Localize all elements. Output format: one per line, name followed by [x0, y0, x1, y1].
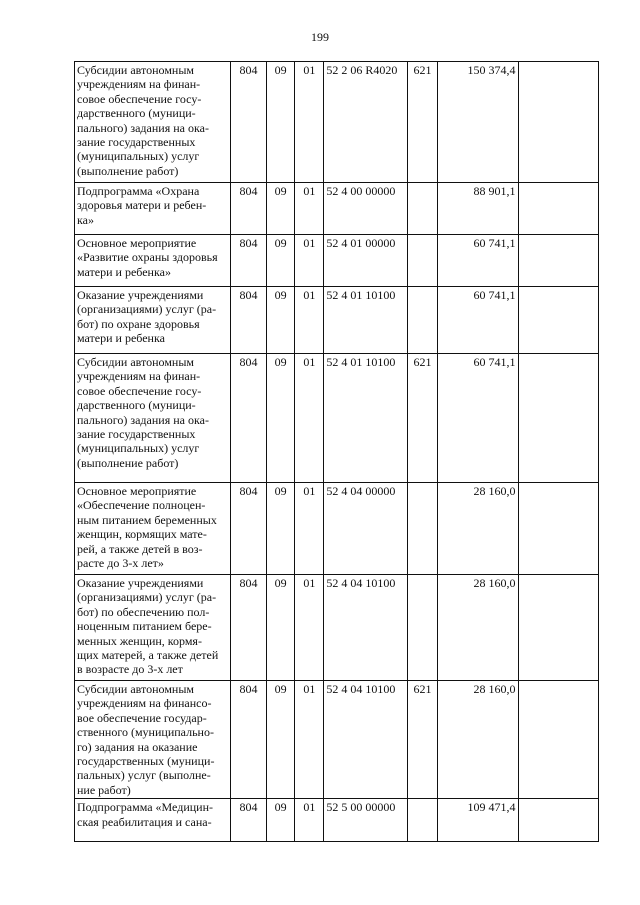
- target-article-text: 52 4 04 10100: [326, 682, 396, 696]
- section-code-text: 09: [274, 184, 287, 198]
- ministry-code-cell: [230, 799, 266, 842]
- subsection-code-cell: [295, 575, 324, 681]
- ministry-code-cell: [230, 62, 266, 183]
- ministry-code-cell: [230, 287, 266, 354]
- empty-cell: [518, 483, 599, 575]
- amount-text: 150 374,4: [467, 63, 516, 77]
- target-article-cell: [324, 483, 407, 575]
- ministry-code-text: 804: [239, 355, 258, 369]
- expense-type-cell: [407, 483, 437, 575]
- section-code-text: 09: [274, 576, 287, 590]
- amount-cell: [438, 183, 518, 235]
- ministry-code-cell: [230, 354, 266, 483]
- row-name-text: Оказание учреждениями (организациями) услуг (ра- бот) по охране здоровья матери и ребенка: [77, 288, 217, 346]
- section-code-text: 09: [274, 484, 287, 498]
- section-code-text: 09: [274, 355, 287, 369]
- section-code-text: 09: [274, 288, 287, 302]
- ministry-code-cell: [230, 235, 266, 287]
- row-name-text: Основное мероприятие «Обеспечение полноцен- ным питанием беременных женщин, кормящих мате- рей, а также детей в воз- расте до 3-х лет»: [77, 484, 217, 571]
- ministry-code-text: 804: [239, 184, 258, 198]
- row-name-text: Субсидии автономным учреждениям на финан- совое обеспечение госу- дарственного (муници- пального) задания на ока- зание государственных (муниципальных) услуг (выполнение работ): [77, 63, 209, 178]
- subsection-code-cell: [295, 799, 324, 842]
- subsection-code-cell: [295, 354, 324, 483]
- subsection-code-text: 01: [303, 63, 316, 77]
- target-article-text: 52 4 01 10100: [326, 355, 396, 369]
- row-name-text: Подпрограмма «Охрана здоровья матери и ребен- ка»: [77, 184, 207, 227]
- expense-type-cell: [407, 183, 437, 235]
- target-article-text: 52 4 04 10100: [326, 576, 396, 590]
- ministry-code-text: 804: [239, 800, 258, 815]
- section-code-cell: [267, 287, 295, 354]
- ministry-code-cell: [230, 183, 266, 235]
- ministry-code-text: 804: [239, 236, 258, 250]
- target-article-cell: [324, 681, 407, 799]
- empty-cell: [518, 575, 599, 681]
- row-name-cell: [75, 183, 231, 235]
- amount-text: 88 901,1: [473, 184, 516, 198]
- subsection-code-text: 01: [303, 484, 316, 498]
- expense-type-cell: [407, 575, 437, 681]
- subsection-code-text: 01: [303, 288, 316, 302]
- subsection-code-cell: [295, 483, 324, 575]
- amount-cell: [438, 483, 518, 575]
- amount-text: 60 741,1: [473, 355, 516, 369]
- section-code-cell: [267, 62, 295, 183]
- row-name-cell: [75, 287, 231, 354]
- section-code-text: 09: [274, 800, 287, 815]
- subsection-code-text: 01: [303, 682, 316, 696]
- section-code-cell: [267, 183, 295, 235]
- target-article-cell: [324, 287, 407, 354]
- amount-text: 28 160,0: [473, 682, 516, 696]
- section-code-cell: [267, 681, 295, 799]
- target-article-text: 52 4 04 00000: [326, 484, 396, 498]
- section-code-cell: [267, 799, 295, 842]
- expense-type-cell: [407, 287, 437, 354]
- section-code-cell: [267, 483, 295, 575]
- target-article-text: 52 5 00 00000: [326, 800, 396, 815]
- budget-table: [74, 61, 599, 842]
- subsection-code-cell: [295, 681, 324, 799]
- target-article-text: 52 4 01 10100: [326, 288, 396, 302]
- target-article-cell: [324, 62, 407, 183]
- table-row: [75, 483, 599, 575]
- section-code-cell: [267, 235, 295, 287]
- amount-cell: [438, 799, 518, 842]
- section-code-text: 09: [274, 682, 287, 696]
- subsection-code-text: 01: [303, 236, 316, 250]
- amount-cell: [438, 235, 518, 287]
- expense-type-text: 621: [413, 682, 432, 696]
- row-name-text: Подпрограмма «Медицин- ская реабилитация и сана-: [77, 800, 213, 829]
- subsection-code-cell: [295, 183, 324, 235]
- target-article-text: 52 4 00 00000: [326, 184, 396, 198]
- amount-text: 109 471,4: [467, 800, 516, 815]
- amount-cell: [438, 287, 518, 354]
- expense-type-cell: [407, 235, 437, 287]
- subsection-code-text: 01: [303, 355, 316, 369]
- row-name-cell: [75, 62, 231, 183]
- empty-cell: [518, 354, 599, 483]
- row-name-cell: [75, 575, 231, 681]
- target-article-text: 52 4 01 00000: [326, 236, 396, 250]
- row-name-cell: [75, 483, 231, 575]
- subsection-code-cell: [295, 62, 324, 183]
- target-article-cell: [324, 575, 407, 681]
- empty-cell: [518, 62, 599, 183]
- budget-table-body: [75, 62, 599, 842]
- expense-type-cell: [407, 62, 437, 183]
- amount-cell: [438, 354, 518, 483]
- table-row: [75, 799, 599, 842]
- section-code-cell: [267, 575, 295, 681]
- ministry-code-cell: [230, 575, 266, 681]
- amount-text: 28 160,0: [473, 484, 516, 498]
- section-code-text: 09: [274, 63, 287, 77]
- row-name-text: Основное мероприятие «Развитие охраны здоровья матери и ребенка»: [77, 236, 218, 279]
- ministry-code-text: 804: [239, 288, 258, 302]
- table-row: [75, 183, 599, 235]
- section-code-cell: [267, 354, 295, 483]
- amount-text: 60 741,1: [473, 236, 516, 250]
- subsection-code-cell: [295, 287, 324, 354]
- expense-type-cell: [407, 681, 437, 799]
- amount-cell: [438, 62, 518, 183]
- amount-text: 28 160,0: [473, 576, 516, 590]
- ministry-code-text: 804: [239, 576, 258, 590]
- row-name-text: Оказание учреждениями (организациями) услуг (ра- бот) по обеспечению пол- ноценным питанием бере- менных женщин, кормя- щих матерей, а также детей в возрасте до 3-х лет: [77, 576, 219, 677]
- expense-type-text: 621: [413, 63, 432, 77]
- row-name-cell: [75, 681, 231, 799]
- target-article-cell: [324, 235, 407, 287]
- ministry-code-cell: [230, 681, 266, 799]
- table-row: [75, 62, 599, 183]
- empty-cell: [518, 235, 599, 287]
- empty-cell: [518, 287, 599, 354]
- empty-cell: [518, 183, 599, 235]
- row-name-cell: [75, 235, 231, 287]
- ministry-code-text: 804: [239, 682, 258, 696]
- target-article-cell: [324, 183, 407, 235]
- ministry-code-cell: [230, 483, 266, 575]
- table-row: [75, 354, 599, 483]
- subsection-code-cell: [295, 235, 324, 287]
- table-row: [75, 575, 599, 681]
- row-name-cell: [75, 799, 231, 842]
- target-article-cell: [324, 799, 407, 842]
- table-row: [75, 287, 599, 354]
- row-name-text: Субсидии автономным учреждениям на финансо- вое обеспечение государ- ственного (муниципально- го) задания на оказание государственных (муници- пальных) услуг (выполне- ние работ): [77, 682, 215, 797]
- expense-type-cell: [407, 799, 437, 842]
- subsection-code-text: 01: [303, 576, 316, 590]
- target-article-cell: [324, 354, 407, 483]
- ministry-code-text: 804: [239, 63, 258, 77]
- amount-cell: [438, 575, 518, 681]
- row-name-cell: [75, 354, 231, 483]
- target-article-text: 52 2 06 R4020: [326, 63, 398, 77]
- ministry-code-text: 804: [239, 484, 258, 498]
- empty-cell: [518, 681, 599, 799]
- expense-type-cell: [407, 354, 437, 483]
- amount-text: 60 741,1: [473, 288, 516, 302]
- amount-cell: [438, 681, 518, 799]
- row-name-text: Субсидии автономным учреждениям на финан- совое обеспечение госу- дарственного (муници- пального) задания на ока- зание государственных (муниципальных) услуг (выполнение работ): [77, 355, 209, 470]
- subsection-code-text: 01: [303, 184, 316, 198]
- table-row: [75, 681, 599, 799]
- page-number: 199: [311, 30, 329, 44]
- empty-cell: [518, 799, 599, 842]
- subsection-code-text: 01: [303, 800, 316, 815]
- expense-type-text: 621: [413, 355, 432, 369]
- section-code-text: 09: [274, 236, 287, 250]
- table-row: [75, 235, 599, 287]
